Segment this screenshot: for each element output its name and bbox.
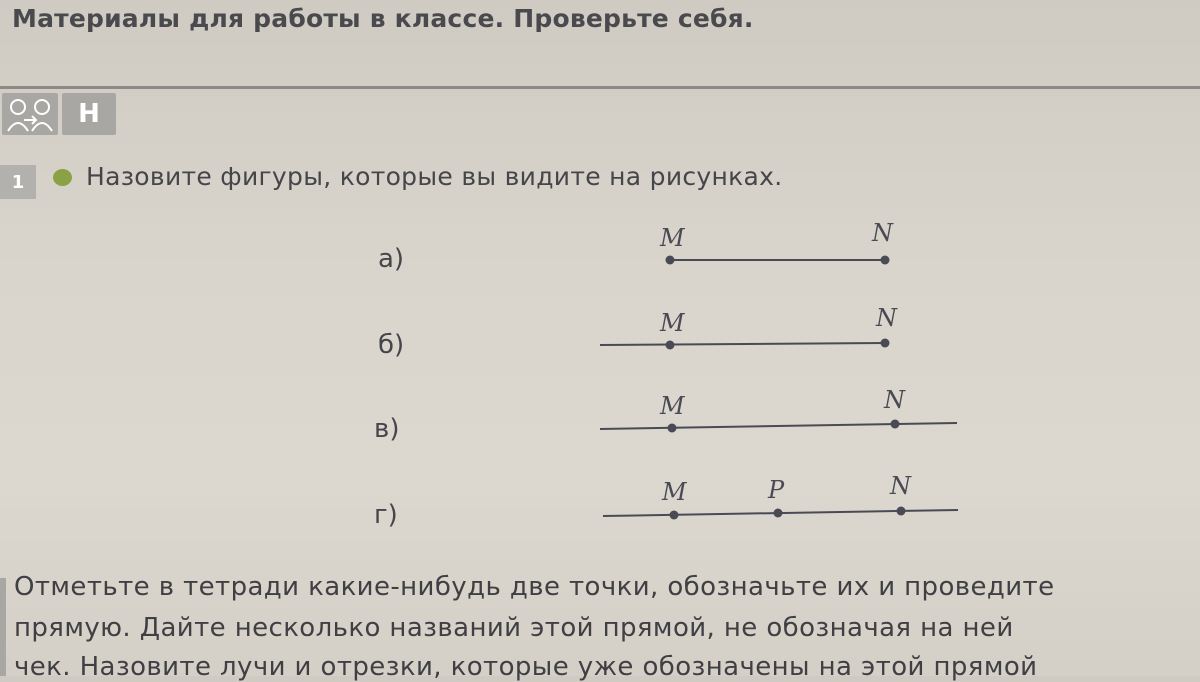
point-p <box>774 509 783 518</box>
point-label-p: P <box>768 476 785 504</box>
point-n <box>891 420 900 429</box>
point-m <box>666 341 675 350</box>
line <box>600 423 957 429</box>
point-n <box>897 507 906 516</box>
next-task-marker <box>0 578 6 676</box>
point-label-n: N <box>884 386 905 414</box>
figure-v-line <box>600 386 957 433</box>
paragraph-line-1: Отметьте в тетради какие-нибудь две точки, обозначьте их и проведите <box>14 572 1055 602</box>
point-n <box>881 256 890 265</box>
level-badge: Н <box>62 93 116 135</box>
paragraph-line-2: прямую. Дайте несколько названий этой прямой, не обозначая на ней <box>14 613 1014 643</box>
point-label-n: N <box>872 219 893 247</box>
task-number: 1 <box>0 165 36 199</box>
paragraph-line-3: чек. Назовите лучи и отрезки, которые уже обозначены на этой прямой <box>14 652 1038 682</box>
page-header-title: Материалы для работы в классе. Проверьте себя. <box>12 4 754 33</box>
point-label-n: N <box>876 304 897 332</box>
point-label-m: M <box>660 224 685 252</box>
point-m <box>666 256 675 265</box>
figure-g-line <box>603 472 958 520</box>
point-label-n: N <box>890 472 911 500</box>
point-m <box>670 511 679 520</box>
figure-a-segment <box>659 219 894 265</box>
figure-label-v: в) <box>374 414 400 444</box>
figure-label-b: б) <box>378 330 405 360</box>
figure-label-g: г) <box>374 500 398 530</box>
point-label-m: M <box>660 392 685 420</box>
task-text: Назовите фигуры, которые вы видите на рисунках. <box>86 162 783 191</box>
point-label-m: M <box>662 478 687 506</box>
point-label-m: M <box>660 309 685 337</box>
figure-label-a: а) <box>378 244 405 274</box>
point-n <box>881 339 890 348</box>
ray-line <box>600 343 885 345</box>
figure-b-ray <box>600 304 898 350</box>
point-m <box>668 424 677 433</box>
